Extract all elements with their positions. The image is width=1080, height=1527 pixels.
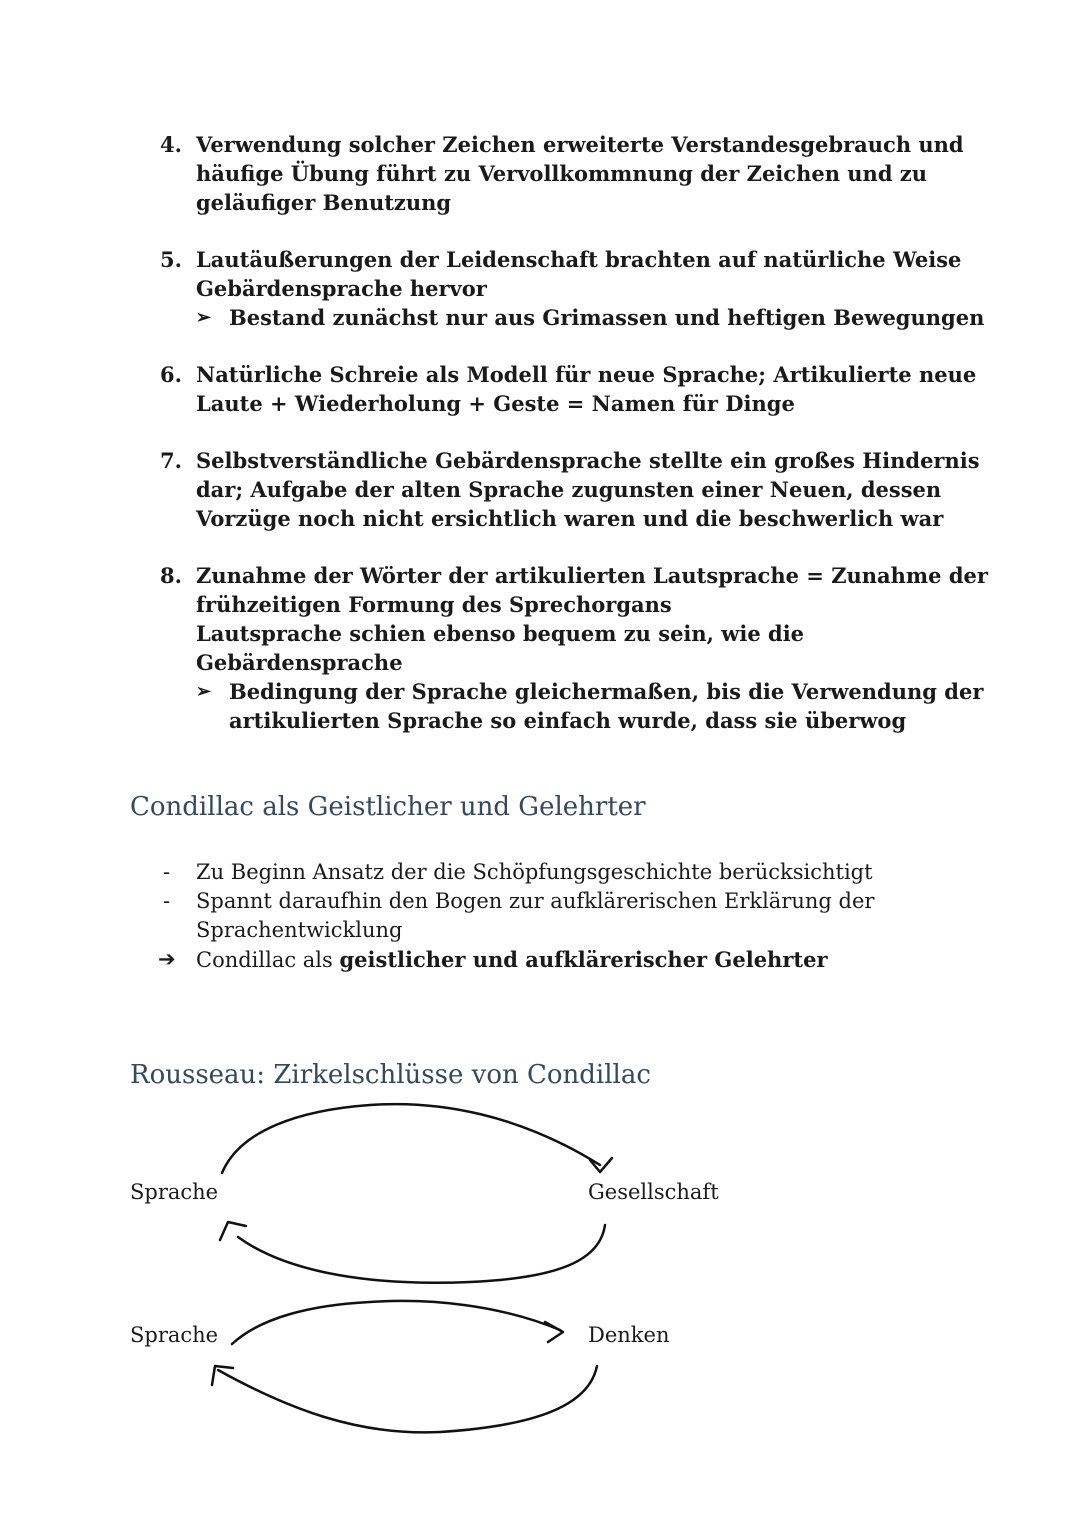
item-line: Vorzüge noch nicht ersichtlich waren und die beschwerlich war bbox=[196, 506, 944, 531]
item-line: Zunahme der Wörter der artikulierten Lautsprache = Zunahme der bbox=[196, 563, 988, 588]
item-line: häufige Übung führt zu Vervollkommnung der Zeichen und zu bbox=[196, 161, 928, 186]
cycle2-right-node: Denken bbox=[588, 1323, 670, 1347]
conclusion-prefix: Condillac als bbox=[196, 948, 340, 972]
item-line: Gebärdensprache hervor bbox=[196, 276, 487, 301]
cycle1-right-node: Gesellschaft bbox=[588, 1180, 719, 1204]
conclusion-bold: geistlicher und aufklärerischer Gelehrter bbox=[339, 947, 828, 972]
item-line: Natürliche Schreie als Modell für neue Sprache; Artikulierte neue bbox=[196, 362, 977, 387]
item-line: Lautsprache schien ebenso bequem zu sein, wie die bbox=[196, 621, 805, 646]
cycle1-top-arrow bbox=[222, 1104, 600, 1173]
sub-item-line: Bedingung der Sprache gleichermaßen, bis die Verwendung der bbox=[229, 679, 984, 704]
item-line: frühzeitigen Formung des Sprechorgans bbox=[196, 592, 672, 617]
item-number: 5. bbox=[160, 247, 182, 272]
bullet-line: Spannt daraufhin den Bogen zur aufklärerischen Erklärung der bbox=[196, 889, 875, 913]
item-number: 4. bbox=[160, 132, 182, 157]
sub-item-line: Bestand zunächst nur aus Grimassen und heftigen Bewegungen bbox=[229, 305, 985, 330]
sub-bullet-icon: ➢ bbox=[196, 307, 212, 328]
item-line: Laute + Wiederholung + Geste = Namen für Dinge bbox=[196, 391, 795, 416]
section-heading-rousseau: Rousseau: Zirkelschlüsse von Condillac bbox=[130, 1060, 651, 1090]
cycle2-top-arrow bbox=[232, 1301, 560, 1344]
item-line: Selbstverständliche Gebärdensprache stellte ein großes Hindernis bbox=[196, 448, 980, 473]
item-line: Verwendung solcher Zeichen erweiterte Verstandesgebrauch und bbox=[196, 132, 964, 157]
cycle2-bottom-arrow bbox=[218, 1366, 597, 1432]
item-number: 7. bbox=[160, 448, 182, 473]
sub-bullet-icon: ➢ bbox=[196, 681, 212, 702]
section-heading-condillac: Condillac als Geistlicher und Gelehrter bbox=[130, 792, 646, 822]
cycle1-bottom-arrowhead bbox=[220, 1222, 246, 1240]
cycle2-left-node: Sprache bbox=[130, 1323, 219, 1347]
arrow-right-icon: ➔ bbox=[158, 947, 176, 971]
bullet-line: Sprachentwicklung bbox=[196, 918, 403, 942]
cycle1-bottom-arrow bbox=[238, 1225, 605, 1283]
item-line: geläufiger Benutzung bbox=[196, 190, 452, 215]
item-line: Lautäußerungen der Leidenschaft brachten auf natürliche Weise bbox=[196, 247, 962, 272]
dash-bullet: - bbox=[163, 860, 171, 884]
item-number: 8. bbox=[160, 563, 182, 588]
cycle1-left-node: Sprache bbox=[130, 1180, 219, 1204]
item-line: dar; Aufgabe der alten Sprache zugunsten einer Neuen, dessen bbox=[196, 477, 942, 502]
bullet-line: Zu Beginn Ansatz der die Schöpfungsgeschichte berücksichtigt bbox=[196, 860, 873, 884]
item-number: 6. bbox=[160, 362, 182, 387]
sub-item-line: artikulierten Sprache so einfach wurde, dass sie überwog bbox=[229, 708, 907, 733]
dash-bullet: - bbox=[163, 889, 171, 913]
item-line: Gebärdensprache bbox=[196, 650, 403, 675]
